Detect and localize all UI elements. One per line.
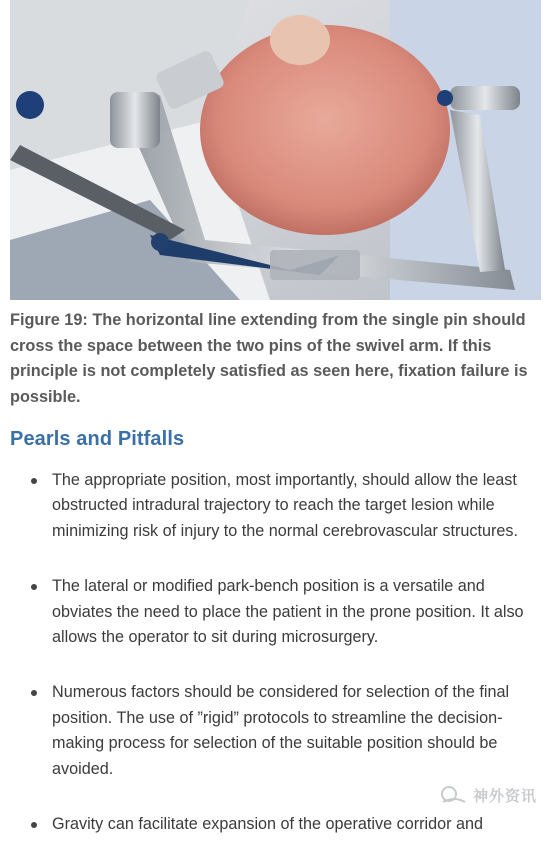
list-item-text: Gravity can facilitate expansion of the operative corridor and	[52, 815, 484, 834]
figure-image	[10, 0, 541, 300]
bullet-icon	[31, 478, 37, 484]
watermark	[439, 784, 537, 806]
section-heading: Pearls and Pitfalls	[10, 428, 185, 450]
watermark-logo-icon	[439, 784, 469, 806]
list-item	[0, 468, 545, 544]
figure-photo-illustration	[10, 0, 541, 300]
pearls-list	[0, 468, 545, 867]
watermark-text: 神外资讯	[472, 787, 537, 805]
bullet-icon	[31, 690, 37, 696]
list-item	[0, 574, 545, 650]
list-item-text: The appropriate position, most importantly, should allow the least obstructed intradural trajectory to reach the target lesion while minimizing risk of injury to the normal cerebrovascular structures.	[52, 471, 518, 540]
list-item	[0, 680, 545, 782]
bullet-icon	[31, 822, 37, 828]
bullet-icon	[31, 584, 37, 590]
list-item-text: Numerous factors should be considered for selection of the final position. The use of ”rigid” protocols to streamline the decision-making process for selection of the suitable position should be avoided.	[52, 683, 510, 778]
list-item-text: The lateral or modified park-bench position is a versatile and obviates the need to place the patient in the prone position. It also allows the operator to sit during microsurgery.	[52, 577, 524, 647]
figure-caption: Figure 19: The horizontal line extending from the single pin should cross the space between the two pins of the swivel arm. If this principle is not completely satisfied as seen here, fixation failure is possible.	[10, 311, 528, 406]
